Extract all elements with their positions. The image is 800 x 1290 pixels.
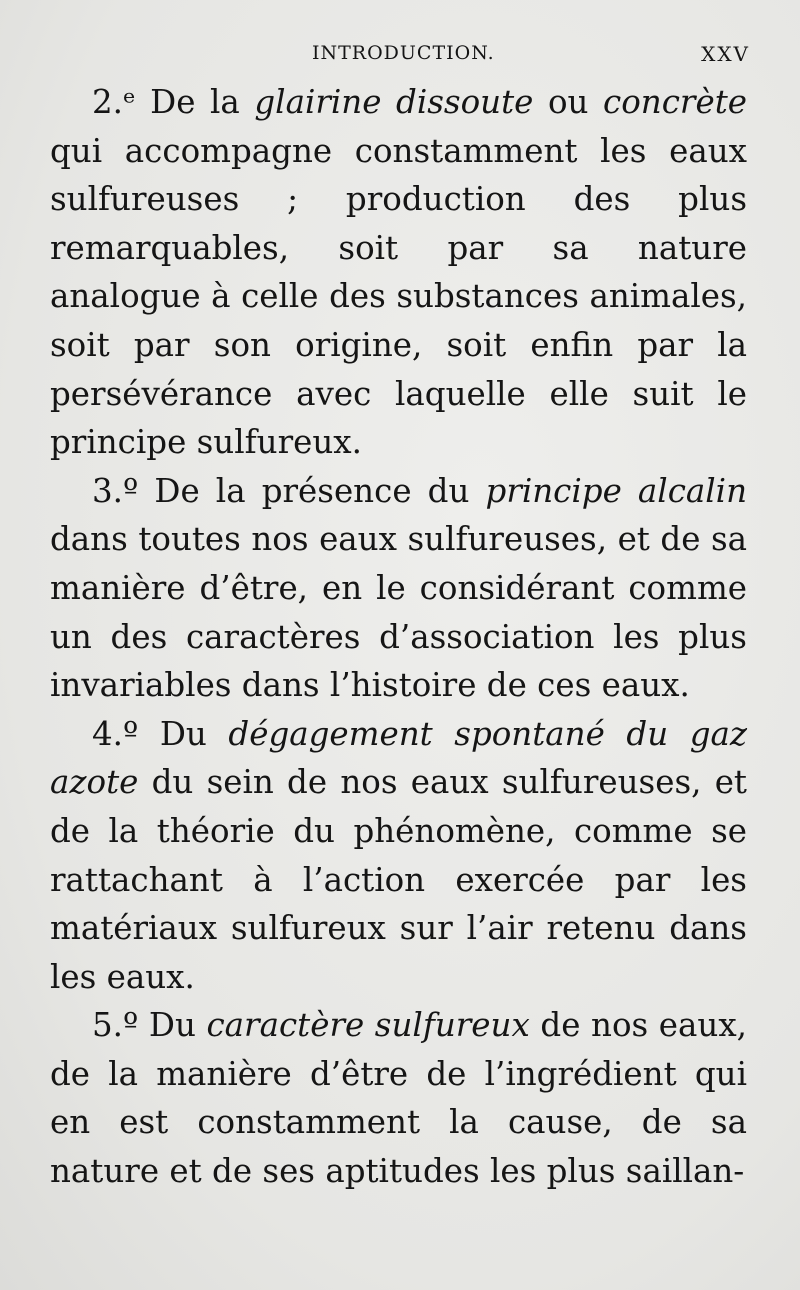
item-number: 5.º (92, 1006, 139, 1045)
paragraph-5 (50, 1001, 747, 1195)
emphasis-text: glairine dissoute (254, 83, 534, 121)
item-number: 2.ᵉ (92, 83, 136, 121)
page-header (50, 42, 750, 72)
emphasis-text: concrète (603, 83, 747, 121)
paragraph-text: ou (533, 83, 604, 121)
paragraph-text: du sein de nos eaux sulfureuses, et de la théorie du phénomène, comme se rattachant à l’action exercée par les matériaux sulfureux sur l’air retenu dans les eaux. (50, 763, 747, 996)
paragraph-text: dans toutes nos eaux sulfureuses, et de sa manière d’être, en le considérant comme un des caractères d’association les plus invariables dans l’histoire de ces eaux. (50, 520, 747, 705)
item-number: 4.º (92, 714, 139, 753)
paragraph-4 (50, 710, 747, 1002)
paragraph-text: de nos eaux, de la manière d’être de l’ingrédient qui en est constamment la cause, de sa nature et de ses aptitudes les plus saillan- (50, 1006, 747, 1191)
paragraph-text: Du (138, 714, 229, 753)
emphasis-text: principe alcalin (485, 471, 747, 510)
item-number: 3.º (92, 471, 139, 510)
paragraph-3 (50, 467, 747, 710)
running-head: INTRODUCTION. (312, 42, 495, 64)
body-text (50, 78, 747, 1196)
paragraph-text: qui accompagne constamment les eaux sulfureuses ; production des plus remarquables, soit par sa nature analogue à celle des substances animales, soit par son origine, soit enfin par la persévérance avec laquelle elle suit le principe sulfureux. (50, 131, 747, 462)
paragraph-text: De la présence du (138, 471, 486, 510)
paragraph-2 (50, 78, 747, 467)
emphasis-text: dégagement spontané du gaz azote (50, 714, 747, 802)
page-number: XXV (701, 42, 750, 66)
paragraph-text: Du (138, 1006, 207, 1045)
paragraph-text: De la (135, 83, 255, 121)
emphasis-text: caractère sulfureux (206, 1006, 530, 1045)
